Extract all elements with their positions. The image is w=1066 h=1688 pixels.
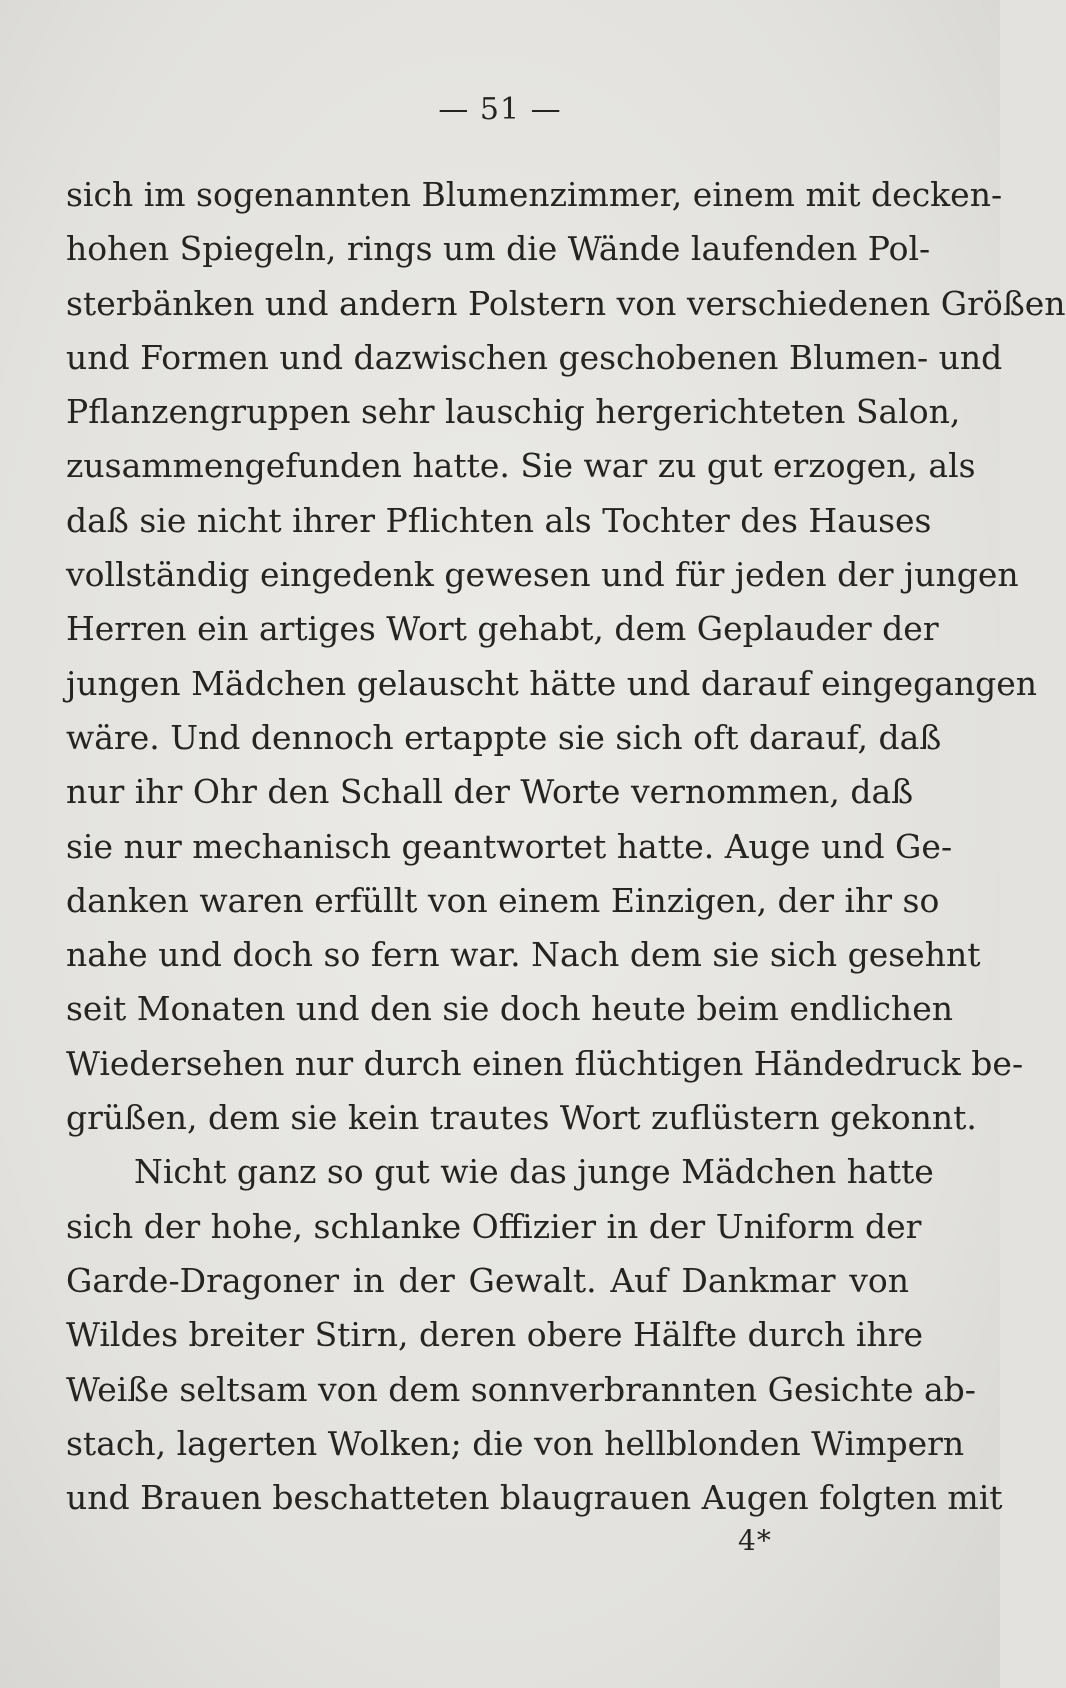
text-line: Garde-Dragoner in der Gewalt. Auf Dankmar von xyxy=(66,1260,909,1300)
paragraph-end-line: grüßen, dem sie kein trautes Wort zuflüstern gekonnt. xyxy=(66,1098,977,1138)
text-line: sich der hohe, schlanke Offizier in der Uniform der xyxy=(66,1206,922,1246)
text-line: wäre. Und dennoch ertappte sie sich oft darauf, daß xyxy=(66,717,942,757)
text-line: nur ihr Ohr den Schall der Worte vernommen, daß xyxy=(66,772,914,812)
text-line: jungen Mädchen gelauscht hätte und darauf eingegangen xyxy=(66,663,1038,703)
text-line: stach, lagerten Wolken; die von hellblonden Wimpern xyxy=(66,1423,965,1463)
text-line: Wildes breiter Stirn, deren obere Hälfte durch ihre xyxy=(66,1315,924,1355)
printer-signature-mark: 4* xyxy=(738,1524,772,1557)
text-line: danken waren erfüllt von einem Einzigen, der ihr so xyxy=(66,880,940,920)
text-line: seit Monaten und den sie doch heute beim endlichen xyxy=(66,989,953,1029)
text-line: und Brauen beschatteten blaugrauen Augen folgten mit xyxy=(66,1478,1003,1518)
text-line: nahe und doch so fern war. Nach dem sie sich gesehnt xyxy=(66,935,981,975)
text-line: sie nur mechanisch geantwortet hatte. Auge und Ge- xyxy=(66,826,953,866)
text-line: Wiedersehen nur durch einen flüchtigen Händedruck be- xyxy=(66,1043,1024,1083)
text-line: und Formen und dazwischen geschobenen Blumen- und xyxy=(66,337,1003,377)
text-line: zusammengefunden hatte. Sie war zu gut erzogen, als xyxy=(66,446,976,486)
text-line: vollständig eingedenk gewesen und für jeden der jungen xyxy=(66,555,1019,595)
text-line: sich im sogenannten Blumenzimmer, einem mit decken- xyxy=(66,175,1003,214)
text-line: sterbänken und andern Polstern von verschiedenen Größen xyxy=(66,283,1066,323)
text-line: Weiße seltsam von dem sonnverbrannten Gesichte ab- xyxy=(66,1369,976,1409)
text-line: hohen Spiegeln, rings um die Wände laufenden Pol- xyxy=(66,229,931,269)
page-number: — 51 — xyxy=(438,92,562,127)
text-line: Herren ein artiges Wort gehabt, dem Geplauder der xyxy=(66,609,939,649)
body-text xyxy=(66,168,1066,1525)
paragraph-start-line: Nicht ganz so gut wie das junge Mädchen hatte xyxy=(134,1152,934,1192)
text-line: daß sie nicht ihrer Pflichten als Tochter des Hauses xyxy=(66,500,932,540)
text-line: Pflanzengruppen sehr lauschig hergerichteten Salon, xyxy=(66,392,961,432)
